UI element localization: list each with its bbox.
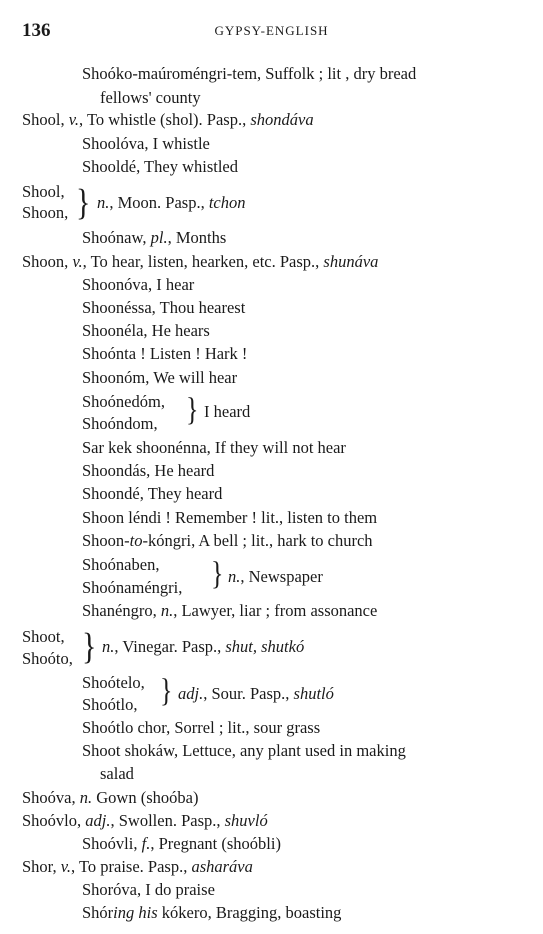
entry-text: Shoot shokáw, Lettuce, any plant used in making	[82, 741, 406, 760]
entry-line	[82, 438, 346, 458]
entry-text: Shanéngro,	[82, 601, 161, 620]
entry-line	[82, 461, 214, 481]
page-header	[0, 20, 543, 44]
entry-text: Shoonóm, We will hear	[82, 368, 238, 387]
italic-text: v.	[68, 110, 79, 129]
entry-text: Shor,	[22, 857, 61, 876]
entry-line	[82, 531, 373, 551]
entry-headword	[22, 811, 268, 831]
brace-glyph: }	[160, 672, 173, 709]
entry-line	[82, 228, 226, 248]
entry-line	[82, 718, 320, 738]
entry-text: -kóngri, A bell ; lit., hark to church	[142, 531, 373, 550]
italic-text: n.	[102, 637, 115, 656]
page-number: 136	[22, 20, 51, 41]
italic-text: adj.	[85, 811, 111, 830]
entry-text: Shoóndom,	[82, 414, 158, 433]
entry-text: Shoóto,	[22, 649, 73, 668]
entry-line	[82, 134, 210, 154]
italic-text: to	[129, 531, 143, 550]
entry-headword	[22, 110, 314, 130]
entry-text: Shoonóva, I hear	[82, 275, 195, 294]
entry-text: Shoon,	[22, 252, 73, 271]
entry-text: Shoónaw,	[82, 228, 151, 247]
italic-text: n.	[228, 567, 241, 586]
entry-line	[82, 741, 406, 761]
entry-line	[82, 368, 237, 388]
entry-text: , Lawyer, liar ; from assonance	[173, 601, 378, 620]
entry-text: Shoóvli,	[82, 834, 142, 853]
entry-line	[82, 64, 416, 84]
entry-text: Shoolóva, I whistle	[82, 134, 210, 153]
italic-text: tchon	[208, 193, 246, 212]
entry-text: Shoótlo,	[82, 695, 138, 714]
entry-text: , Moon. Pasp.,	[109, 193, 209, 212]
entry-text: fellows' county	[100, 88, 201, 107]
italic-text: v.	[60, 857, 71, 876]
entry-text: Shoon,	[22, 203, 69, 222]
entry-text: Shoónaméngri,	[82, 578, 183, 597]
entry-text: , To praise. Pasp.,	[71, 857, 192, 876]
entry-line	[82, 298, 245, 318]
entry-text: , Sour. Pasp.,	[203, 684, 294, 703]
italic-text: pl.	[150, 228, 168, 247]
entry-headword	[22, 788, 198, 808]
italic-text: ing his	[113, 903, 158, 922]
brace-glyph: }	[211, 555, 224, 592]
italic-text: shut, shutkó	[225, 637, 305, 656]
entry-line	[100, 88, 201, 108]
entry-text: Shoónta ! Listen ! Hark !	[82, 344, 248, 363]
entry-text: , Months	[167, 228, 227, 247]
entry-text: , Pregnant (shoóbli)	[150, 834, 281, 853]
entry-line	[82, 321, 210, 341]
entry-text: Shór	[82, 903, 114, 922]
entry-text: Shoróva, I do praise	[82, 880, 215, 899]
entry-headword	[22, 252, 378, 272]
entry-text: Shoóvlo,	[22, 811, 86, 830]
entry-text: Sar kek shoonénna, If they will not hear	[82, 438, 346, 457]
entry-text: Shoótlo chor, Sorrel ; lit., sour grass	[82, 718, 321, 737]
entry-text: Shoondé, They heard	[82, 484, 223, 503]
brace-glyph: }	[76, 181, 91, 223]
entry-text: Shoótelo,	[82, 673, 145, 692]
italic-text: adj.	[178, 684, 204, 703]
entry-text: Shoon léndi ! Remember ! lit., listen to them	[82, 508, 378, 527]
italic-text: shunáva	[323, 252, 379, 271]
italic-text: shondáva	[250, 110, 314, 129]
entry-text: I heard	[204, 402, 251, 421]
entry-text: Shoot,	[22, 627, 65, 646]
entry-text: Shool,	[22, 110, 69, 129]
entry-line	[82, 880, 215, 900]
entry-line	[82, 601, 377, 621]
running-head: GYPSY-ENGLISH	[214, 23, 329, 38]
entry-text: , Swollen. Pasp.,	[110, 811, 225, 830]
entry-text: , To whistle (shol). Pasp.,	[79, 110, 251, 129]
entry-text: salad	[100, 764, 134, 783]
entry-line	[82, 834, 281, 854]
entry-text: Shoon-	[82, 531, 130, 550]
entry-line	[82, 484, 222, 504]
entry-headword	[22, 857, 253, 877]
entry-text: , To hear, listen, hearken, etc. Pasp.,	[82, 252, 324, 271]
entry-text: Gown (shoóba)	[92, 788, 199, 807]
brace-glyph: }	[82, 625, 97, 667]
entry-text: Shoonéla, He hears	[82, 321, 210, 340]
entry-text: Shoónaben,	[82, 555, 160, 574]
entry-text: Shoónedóm,	[82, 392, 165, 411]
italic-text: shutló	[293, 684, 334, 703]
italic-text: asharáva	[191, 857, 253, 876]
entry-text: Shoonéssa, Thou hearest	[82, 298, 246, 317]
italic-text: shuvló	[224, 811, 268, 830]
italic-text: v.	[72, 252, 83, 271]
entry-line	[82, 157, 238, 177]
entry-text: Shoóko-maúroméngri-tem, Suffolk ; lit , dry bread	[82, 64, 417, 83]
italic-text: f.	[141, 834, 151, 853]
italic-text: n.	[79, 788, 93, 807]
entry-line	[100, 764, 134, 784]
entry-text: , Newspaper	[240, 567, 323, 586]
entry-text: Shoóva,	[22, 788, 80, 807]
brace-glyph: }	[186, 391, 199, 428]
entry-text: , Vinegar. Pasp.,	[114, 637, 226, 656]
italic-text: n.	[160, 601, 174, 620]
entry-line	[82, 344, 247, 364]
entry-line	[82, 508, 377, 528]
entry-line	[82, 275, 194, 295]
entry-text: Shooldé, They whistled	[82, 157, 238, 176]
entry-line	[82, 903, 341, 923]
entry-text: Shool,	[22, 182, 65, 201]
entry-text: kókero, Bragging, boasting	[157, 903, 342, 922]
italic-text: n.	[97, 193, 110, 212]
entry-text: Shoondás, He heard	[82, 461, 215, 480]
